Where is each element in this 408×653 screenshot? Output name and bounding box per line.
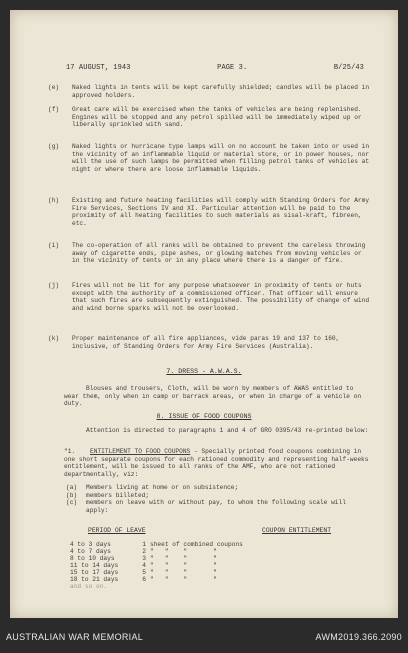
paragraph-f — [48, 106, 370, 129]
table-row — [70, 555, 247, 562]
section-7-text: Blouses and trousers, Cloth, will be worn by members of AWAS entitled to wear them, only when in camp or barrack areas, or when in charge of a vehicle on duty. — [64, 385, 362, 408]
subitem-label: (c) — [66, 499, 78, 507]
section-7-heading: 7. DRESS - A.W.A.S. — [166, 368, 242, 375]
section-8-intro: Attention is directed to paragraphs 1 and 4 of GRO 0395/43 re-printed below: — [86, 427, 369, 434]
header-ref: B/25/43 — [333, 64, 364, 72]
cell-count: 2 — [142, 548, 146, 555]
cell-period: 4 to 3 days — [70, 541, 111, 548]
archive-footer — [0, 626, 408, 648]
subitem-b — [66, 492, 366, 500]
leave-table — [70, 541, 247, 590]
cell-count: 1 — [142, 541, 146, 548]
header-page: PAGE 3. — [217, 64, 248, 72]
paragraph-label: (g) — [48, 143, 60, 150]
paragraph-label: (j) — [48, 282, 60, 289]
cell-desc: " " " " — [150, 576, 217, 583]
item-title: ENTITLEMENT TO FOOD COUPONS — [90, 448, 191, 455]
subitem-a — [66, 484, 366, 492]
paragraph-k — [48, 335, 370, 350]
cell-desc: sheet of combined coupons — [150, 541, 243, 548]
subitem-text: members billeted; — [86, 491, 150, 499]
paragraph-text: Proper maintenance of all fire appliances, vide paras 19 and 137 to 160, inclusive, of Standing Orders for Army Fire Services (Australia). — [72, 335, 340, 350]
table-row — [70, 569, 247, 576]
subitem-text: Members living at home or on subsistence; — [86, 484, 239, 491]
cell-count: 5 — [142, 569, 146, 576]
cell-count — [122, 583, 150, 590]
cell-count: 3 — [142, 555, 146, 562]
footer-institution: AUSTRALIAN WAR MEMORIAL — [6, 632, 144, 642]
item-text: - Specially printed food coupons combining in one short separate coupons for each rationed commodity and representing half-weeks entitlement, will be issued to all ranks of the AMF, who are not rationed departmentally, viz: — [64, 448, 369, 478]
page-header — [66, 64, 364, 72]
column-period-of-leave: PERIOD OF LEAVE — [88, 527, 146, 534]
paragraph-g — [48, 143, 370, 173]
cell-desc — [150, 583, 247, 590]
cell-period: 8 to 10 days — [70, 555, 115, 562]
paragraph-text: Existing and future heating facilities will comply with Standing Orders for Army Fire Services, Sections IV and XI. Particular attention will be paid to the proximity of all heating facilities to such materials as sisal-kraft, fibreen, etc. — [72, 197, 370, 227]
section-8-item-1 — [64, 448, 370, 478]
cell-desc: " " " " — [150, 555, 217, 562]
paragraph-e — [48, 84, 370, 99]
paragraph-i — [48, 242, 370, 265]
paragraph-label: (f) — [48, 106, 60, 113]
table-row — [70, 548, 247, 555]
paragraph-text: The co-operation of all ranks will be obtained to prevent the careless throwing away of cigarette ends, pipe ashes, or glowing matches from moving vehicles or in the vicinity of tents or in any place where there is a danger of fire. — [72, 242, 366, 265]
header-date: 17 AUGUST, 1943 — [66, 64, 131, 72]
paragraph-text: Naked lights in tents will be kept carefully shielded; candles will be placed in approved holders. — [72, 84, 370, 99]
paragraph-text: Naked lights or hurricane type lamps will on no account be taken into or used in the vicinity of an inflammable liquid or material store, or in power houses, nor will the use of such lamps be permitted when filling petrol tanks of vehicles at night or where there are loose inflammable liquids. — [72, 143, 370, 173]
section-8-heading: 8. ISSUE OF FOOD COUPONS — [156, 413, 252, 420]
cell-desc: " " " " — [150, 548, 217, 555]
column-coupon-entitlement: COUPON ENTITLEMENT — [262, 527, 332, 534]
cell-period: 18 to 21 days — [70, 576, 119, 583]
table-row — [70, 576, 247, 583]
paragraph-text: Fires will not be lit for any purpose whatsoever in proximity of tents or huts except with the authority of a commissioned officer. That officer will ensure that such fires are subsequently extinguished. The possibility of change of wind and wind borne sparks will not be overlooked. — [72, 282, 370, 312]
item-label: "1. — [64, 448, 76, 455]
paragraph-j — [48, 282, 370, 312]
cell-period: 11 to 14 days — [70, 562, 119, 569]
subitem-label: (b) — [66, 491, 78, 499]
paragraph-label: (k) — [48, 335, 60, 342]
section-8-subitems — [66, 484, 366, 514]
paragraph-label: (i) — [48, 242, 60, 249]
subitem-c — [66, 499, 366, 514]
cell-period: and so on. — [70, 583, 108, 590]
cell-count: 4 — [142, 562, 146, 569]
paragraph-h — [48, 197, 370, 227]
footer-accession-number: AWM2019.366.2090 — [315, 632, 402, 642]
paragraph-label: (e) — [48, 84, 60, 91]
paragraph-text: Great care will be exercised when the tanks of vehicles are being replenished. Engines will be stopped and any petrol spilled will be immediately wiped up or liberally sprinkled with sand. — [72, 106, 362, 129]
subitem-label: (a) — [66, 484, 78, 491]
cell-period: 15 to 17 days — [70, 569, 119, 576]
paragraph-label: (h) — [48, 197, 60, 204]
cell-desc: " " " " — [150, 562, 217, 569]
cell-count: 6 — [142, 576, 146, 583]
subitem-text: members on leave with or without pay, to whom the following scale will apply: — [86, 499, 346, 514]
document-page — [10, 10, 398, 618]
table-row — [70, 562, 247, 569]
table-row — [70, 541, 247, 548]
cell-period: 4 to 7 days — [70, 548, 111, 555]
table-row — [70, 583, 247, 590]
cell-desc: " " " " — [150, 569, 217, 576]
